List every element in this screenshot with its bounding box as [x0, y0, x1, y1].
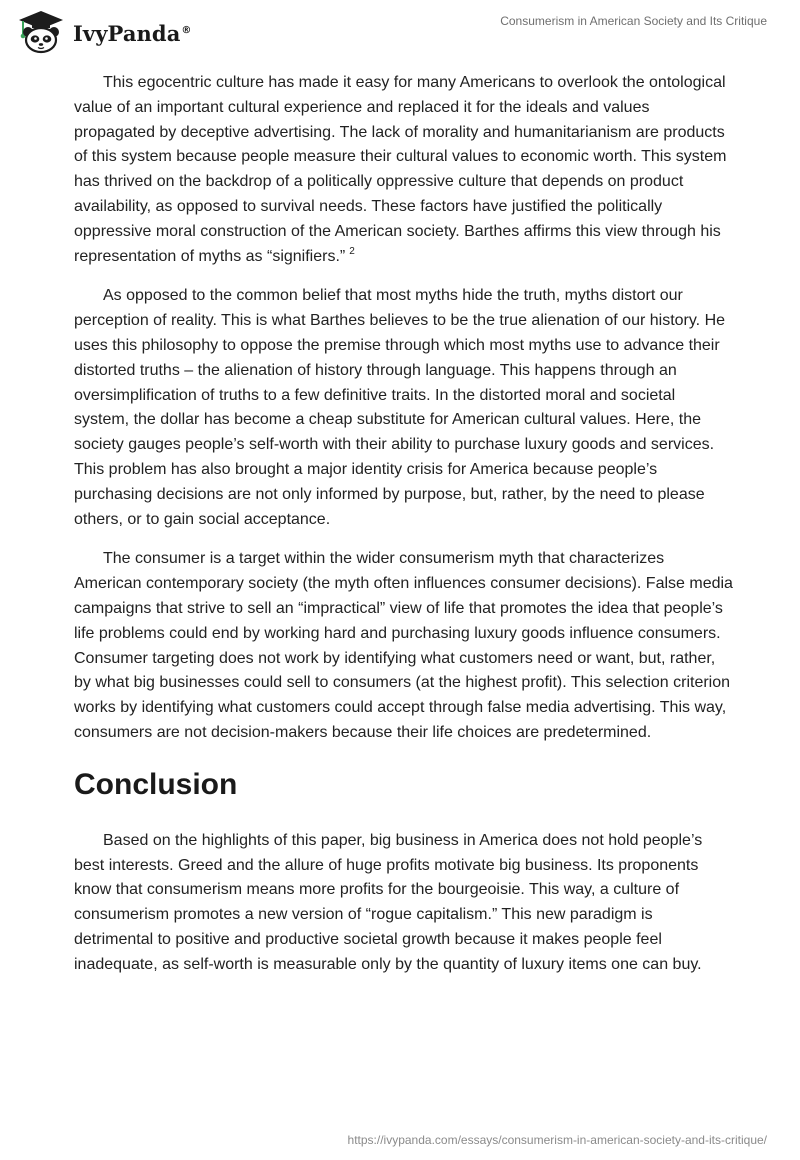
logo-wordmark: IvyPanda® [73, 20, 192, 46]
essay-content [74, 71, 734, 993]
document-title: Consumerism in American Society and Its Critique [500, 14, 767, 28]
body-paragraph: The consumer is a target within the wider consumerism myth that characterizes American contemporary society (the myth often influences consumer decisions). False media campaigns that strive to sell an “impractical” view of life that promotes the idea that people’s life problems could end by working hard and purchasing luxury goods influence consumers. Consumer targeting does not work by identifying what customers need or want, but, rather, by what big businesses could sell to consumers (at the highest profit). This selection criterion works by identifying what customers could accept through false media advertising. This way, consumers are not decision-makers because their life choices are predetermined. [74, 550, 733, 741]
source-url[interactable]: https://ivypanda.com/essays/consumerism-in-american-society-and-its-critique/ [347, 1133, 767, 1147]
ivypanda-logo[interactable] [14, 8, 192, 54]
registered-mark: ® [181, 24, 192, 36]
body-paragraph: As opposed to the common belief that most myths hide the truth, myths distort our perception of reality. This is what Barthes believes to be the true alienation of our history. He uses this philosophy to oppose the premise through which most myths use to advance their distorted truths – the alienation of history through language. This happens through an oversimplification of truths to a few definitive traits. In the distorted moral and societal system, the dollar has become a cheap substitute for American cultural values. Here, the society gauges people’s self-worth with their ability to purchase luxury goods and services. This problem has also brought a major identity crisis for America because people’s purchasing decisions are not only informed by purpose, but, rather, by the need to please others, or to gain social acceptance. [74, 287, 726, 528]
footnote-reference[interactable]: 2 [349, 246, 355, 258]
panda-graduate-logo-icon [14, 8, 66, 54]
conclusion-paragraph: Based on the highlights of this paper, big business in America does not hold people’s best interests. Greed and the allure of huge profits motivate big business. Its proponents know that consumerism means more profits for the bourgeoisie. This way, a culture of consumerism promotes a new version of “rogue capitalism.” This new paradigm is detrimental to positive and productive societal growth because it makes people feel inadequate, as self-worth is measurable only by the quantity of luxury items one can buy. [74, 831, 703, 973]
conclusion-heading: Conclusion [74, 767, 238, 801]
body-paragraph: This egocentric culture has made it easy for many Americans to overlook the ontological value of an important cultural experience and replaced it for the ideals and values propagated by deceptive advertising. The lack of morality and humanitarianism are products of this system because people measure their cultural values to economic worth. This system has thrived on the backdrop of a politically oppressive culture that depends on product availability, as opposed to survival needs. These factors have justified the politically oppressive moral construction of the American society. Barthes affirms this view through his representation of myths as “signifiers.” $^2$ [74, 74, 727, 265]
page-header [0, 0, 800, 64]
